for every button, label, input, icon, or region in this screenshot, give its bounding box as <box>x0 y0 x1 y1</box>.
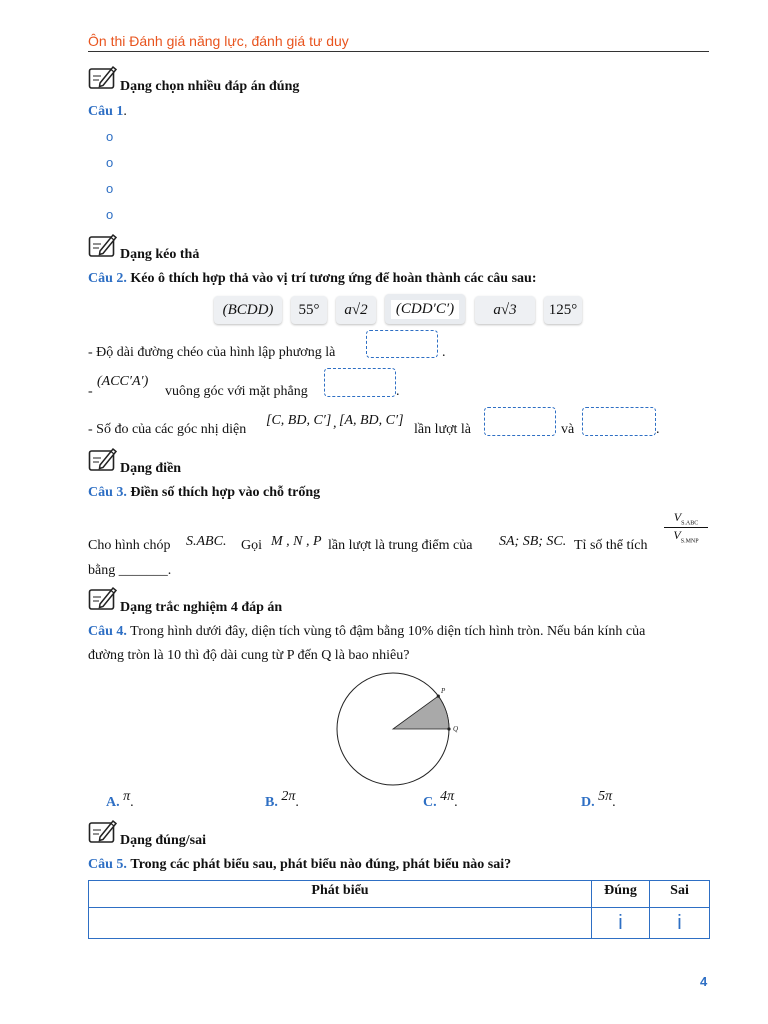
q2-statement-1: - Độ dài đường chéo của hình lập phương là <box>88 345 336 360</box>
section-tf-heading <box>88 818 118 849</box>
drag-chip-a-sqrt2[interactable]: a√2 <box>336 296 376 324</box>
q3-answer-blank[interactable]: bằng _______. <box>88 563 172 578</box>
true-false-table <box>88 880 710 939</box>
q2-statement-3: - Số đo của các góc nhị diện <box>88 422 247 437</box>
drag-chip-cddc[interactable] <box>385 294 465 324</box>
col-false-header: Sai <box>650 881 710 908</box>
section-multi-title: Dạng chọn nhiều đáp án đúng <box>120 79 300 94</box>
q2-statement-3-mid: lần lượt là <box>414 422 471 437</box>
q2-label: Câu 2. <box>88 271 127 286</box>
page-header-title: Ôn thi Đánh giá năng lực, đánh giá tư duy <box>88 33 349 49</box>
q3-text: Điền số thích hợp vào chỗ trống <box>130 485 321 500</box>
drag-chip-55deg[interactable]: 55° <box>291 296 327 324</box>
q4-answer-a[interactable]: A. π. <box>106 789 134 810</box>
q5-label: Câu 5. <box>88 857 127 872</box>
header-divider <box>88 51 709 52</box>
q3-line <box>88 485 320 501</box>
drag-chip-125deg[interactable]: 125° <box>544 296 582 324</box>
q2-statement-3-end: . <box>656 422 660 437</box>
q1-option-3[interactable]: o <box>106 181 114 196</box>
q1-option-4[interactable]: o <box>106 207 114 222</box>
pencil-notepad-icon <box>88 585 118 611</box>
q3-math-sabc: S.ABC. <box>186 534 227 549</box>
q3-label: Câu 3. <box>88 485 127 500</box>
pencil-notepad-icon <box>88 818 118 844</box>
q3-body-2: Gọi <box>241 538 262 553</box>
q4-label: Câu 4. <box>88 624 127 639</box>
table-header-row <box>89 881 710 908</box>
false-cell[interactable] <box>650 908 710 939</box>
q1-option-2[interactable]: o <box>106 155 114 170</box>
q4-circle-figure <box>330 670 470 790</box>
point-p-label: P <box>441 687 446 695</box>
statement-cell <box>89 908 592 939</box>
q4-text-2: đường tròn là 10 thì độ dài cung từ P đến Q là bao nhiêu? <box>88 648 410 663</box>
section-mc4-heading <box>88 585 118 616</box>
drag-chip-cddc-label: (CDD′C′) <box>391 300 459 319</box>
pencil-notepad-icon <box>88 446 118 472</box>
q4-text-1: Trong hình dưới đây, diện tích vùng tô đậm bằng 10% diện tích hình tròn. Nếu bán kính của <box>130 624 646 639</box>
q4-answer-d[interactable]: D. 5π. <box>581 789 616 810</box>
q5-line <box>88 857 511 873</box>
q2-statement-1-end: . <box>442 345 446 360</box>
table-row <box>89 908 710 939</box>
drop-zone-2[interactable] <box>324 368 396 397</box>
section-fill-heading <box>88 446 118 477</box>
section-fill-title: Dạng điền <box>120 461 182 476</box>
q2-statement-2: vuông góc với mặt phẳng <box>165 384 308 399</box>
q2-dihedral-2: [A, BD, C′] <box>339 413 404 428</box>
q4-answer-b[interactable]: B. 2π. <box>265 789 299 810</box>
q2-text: Kéo ô thích hợp thả vào vị trí tương ứng để hoàn thành các câu sau: <box>130 271 537 286</box>
drag-chip-a-sqrt3[interactable]: a√3 <box>475 296 535 324</box>
point-q-label: Q <box>453 725 459 733</box>
checkbox-i-icon[interactable]: i <box>618 911 623 934</box>
q5-text: Trong các phát biểu sau, phát biểu nào đúng, phát biểu nào sai? <box>130 857 512 872</box>
section-mc4-title: Dạng trắc nghiệm 4 đáp án <box>120 600 283 615</box>
q3-body-3: lần lượt là trung điểm của <box>328 538 473 553</box>
drop-zone-3[interactable] <box>484 407 556 436</box>
q2-dihedral-sep: , <box>333 416 337 431</box>
q3-body-4: Tỉ số thể tích <box>574 538 648 553</box>
q2-statement-2-prefix: - <box>88 384 93 399</box>
q1-line <box>88 104 127 120</box>
q1-option-1[interactable]: o <box>106 129 114 144</box>
checkbox-i-icon[interactable]: i <box>677 911 682 934</box>
section-tf-title: Dạng đúng/sai <box>120 833 206 848</box>
drag-chip-bcdd[interactable]: (BCDD) <box>214 296 282 324</box>
q2-statement-2-end: . <box>396 384 400 399</box>
true-cell[interactable] <box>592 908 650 939</box>
section-multi-heading <box>88 64 118 95</box>
q2-line <box>88 271 536 287</box>
q4-line-1 <box>88 624 645 640</box>
q3-fraction-denominator: $V_{S.MNP}$ <box>673 528 699 545</box>
page-number: 4 <box>700 974 708 989</box>
col-statement-header: Phát biểu <box>89 881 592 908</box>
q1-suffix: . <box>123 104 127 119</box>
section-drag-heading <box>88 232 118 263</box>
q2-statement-3-and: và <box>561 422 575 437</box>
drop-zone-4[interactable] <box>582 407 656 436</box>
pencil-notepad-icon <box>88 232 118 258</box>
q4-answer-c[interactable]: C. 4π. <box>423 789 458 810</box>
section-drag-title: Dạng kéo thả <box>120 247 200 262</box>
point-q-dot <box>447 727 450 730</box>
q3-body-1: Cho hình chóp <box>88 538 171 553</box>
q3-math-edges: SA; SB; SC. <box>499 534 567 549</box>
q3-fraction-numerator: $V_{S.ABC}$ <box>664 510 708 528</box>
point-p-dot <box>437 695 440 698</box>
q1-label: Câu 1 <box>88 104 124 119</box>
q3-volume-fraction <box>664 510 708 545</box>
drop-zone-1[interactable] <box>366 330 438 358</box>
q2-statement-2-plane: (ACC′A′) <box>97 374 149 389</box>
q3-math-mnp: M , N , P <box>271 534 322 549</box>
q2-dihedral-1: [C, BD, C′] <box>266 413 332 428</box>
col-true-header: Đúng <box>592 881 650 908</box>
pencil-notepad-icon <box>88 64 118 90</box>
